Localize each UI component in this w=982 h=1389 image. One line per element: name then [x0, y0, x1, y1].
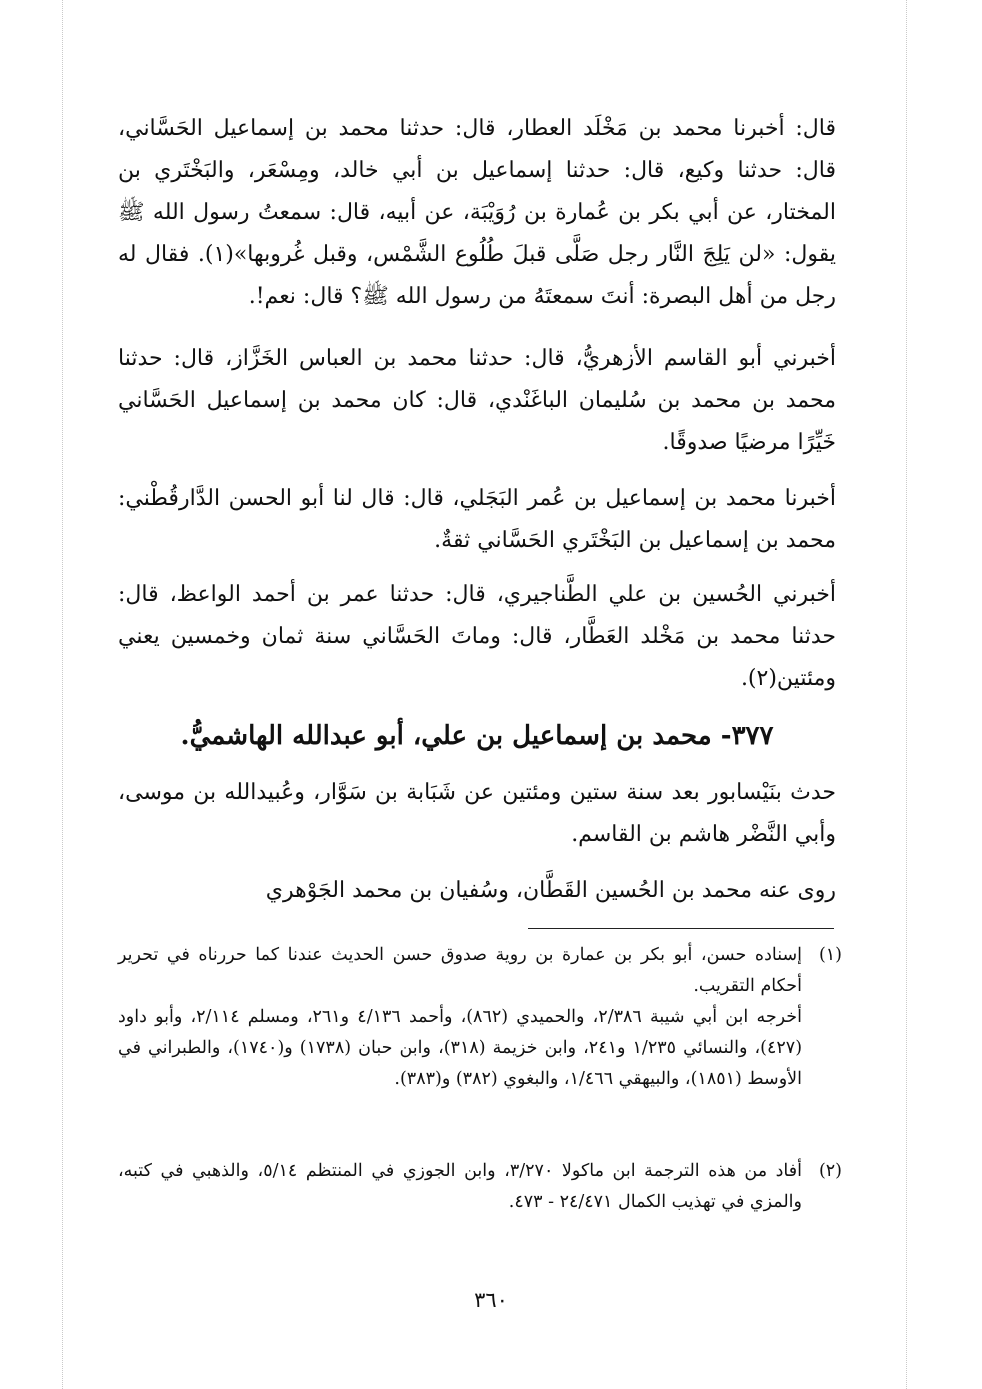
footnote-line: أخرجه ابن أبي شيبة ٢/٣٨٦، والحميدي (٨٦٢)، وأحمد ٤/١٣٦ و٢٦١، ومسلم ٢/١١٤، وأبو داود (٤٢٧)، والنسائي ١/٢٣٥ و٢٤١، وابن خزيمة (٣١٨)، وابن حبان (١٧٣٨) و(١٧٤٠)، والطبراني في الأوسط (١٨٥١)، والبيهقي ١/٤٦٦، والبغوي (٣٨٢) و(٣٨٣). [118, 1007, 803, 1089]
footnote-number: (٢) [818, 1161, 842, 1181]
entry-paragraph: حدث بنَيْسابور بعد سنة ستين ومئتين عن شَبَابة بن سَوَّار، وعُبيدالله بن موسى، وأبي النَّضْر هاشم بن القاسم. [118, 780, 836, 847]
footnote [118, 940, 842, 1095]
page-number: ٣٦٠ [474, 1288, 508, 1312]
footnote-number: (١) [818, 945, 842, 965]
scan-margin-line [62, 0, 63, 1389]
entry-paragraph: روى عنه محمد بن الحُسين القَطَّان، وسُفيان بن محمد الجَوْهري [265, 878, 836, 903]
scan-margin-line [906, 0, 907, 1389]
footnote-line: إسناده حسن، أبو بكر بن عمارة بن روية صدوق حسن الحديث عندنا كما حررناه في تحرير أحكام التقريب. [118, 945, 802, 996]
paragraph-daraqutni-report: أخبرنا محمد بن إسماعيل بن عُمر البَجَلي، قال: قال لنا أبو الحسن الدَّارقُطْني: محمد بن إسماعيل بن البَخْتَري الحَسَّاني ثقةٌ. [118, 486, 836, 553]
footnote-line: أفاد من هذه الترجمة ابن ماكولا ٣/٢٧٠، وابن الجوزي في المنتظم ٥/١٤، والذهبي في كتبه، والمزي في تهذيب الكمال ٢٤/٤٧١ - ٤٧٣. [118, 1161, 802, 1212]
paragraph-azhari-report: أخبرني أبو القاسم الأزهريُّ، قال: حدثنا محمد بن العباس الخَزَّاز، قال: حدثنا محمد بن محمد بن سُليمان الباغَنْدي، قال: كان محمد بن إسماعيل الحَسَّاني خَيِّرًا مرضيًا صدوقًا. [118, 346, 836, 455]
footnote [118, 1156, 842, 1218]
entry-heading: ٣٧٧- محمد بن إسماعيل بن علي، أبو عبدالله الهاشميُّ. [180, 721, 774, 751]
footnote-divider [528, 928, 834, 929]
paragraph-death-date: أخبرني الحُسين بن علي الطَّناجيري، قال: حدثنا عمر بن أحمد الواعظ، قال: حدثنا محمد بن مَخْلد العَطَّار، قال: وماتَ الحَسَّاني سنة ثمان وخمسين يعني ومئتين(٢). [118, 582, 836, 691]
paragraph-hadith-chain: قال: أخبرنا محمد بن مَخْلَد العطار، قال: حدثنا محمد بن إسماعيل الحَسَّاني، قال: حدثنا وكيع، قال: حدثنا إسماعيل بن أبي خالد، ومِسْعَر، والبَخْتَري بن المختار، عن أبي بكر بن عُمارة بن رُوَيْبَة، عن أبيه، قال: سمعتُ رسول الله ﷺ يقول: «لن يَلِجَ النَّار رجل صَلَّى قبلَ طُلُوع الشَّمْس، وقبل غُروبها»(١). فقال له رجل من أهل البصرة: أنتَ سمعتَهُ من رسول الله ﷺ؟ قال: نعم!. [118, 116, 836, 309]
